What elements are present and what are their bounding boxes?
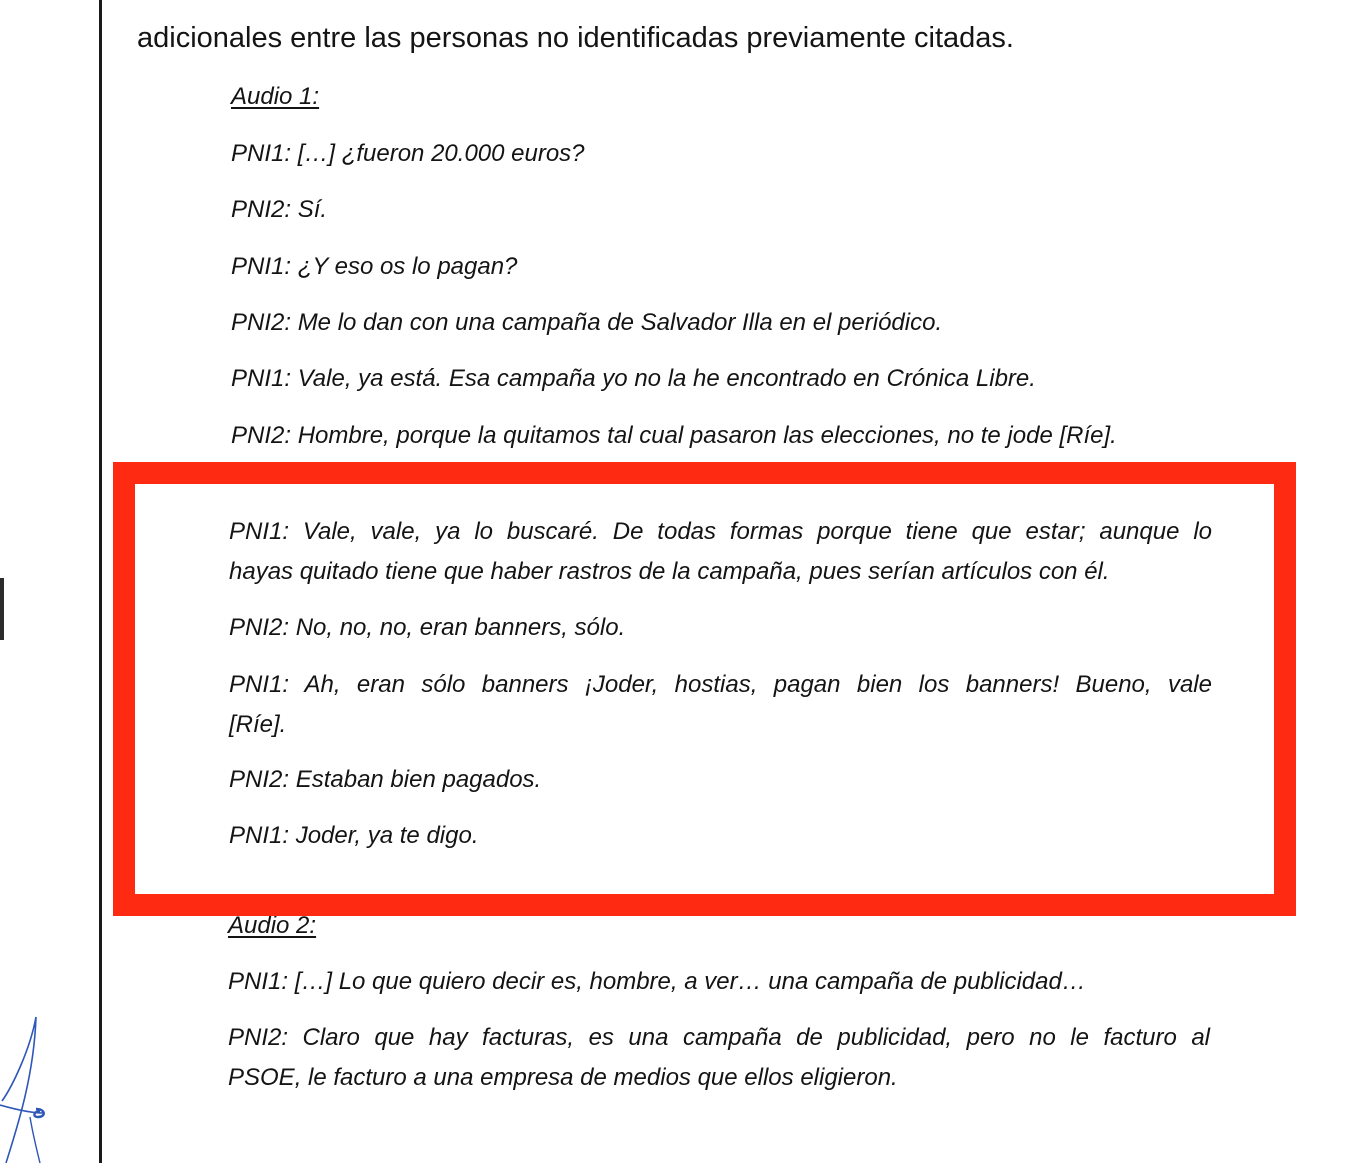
transcript-line: PNI2: Hombre, porque la quitamos tal cual pasaron las elecciones, no te jode [Ríe].	[231, 422, 1117, 449]
highlighted-transcript-line: PNI1: Joder, ya te digo.	[229, 822, 479, 849]
highlighted-transcript-line: hayas quitado tiene que haber rastros de la campaña, pues serían artículos con él.	[229, 558, 1110, 585]
audio-1-heading: Audio 1:	[231, 83, 320, 110]
signature-scribble	[0, 1005, 60, 1163]
highlighted-transcript-line: PNI2: Estaban bien pagados.	[229, 766, 542, 793]
highlighted-transcript-line: PNI1: Vale, vale, ya lo buscaré. De todas formas porque tiene que estar; aunque lo	[229, 518, 1212, 545]
highlighted-transcript-line: PNI1: Ah, eran sólo banners ¡Joder, hostias, pagan bien los banners! Bueno, vale	[229, 671, 1212, 698]
transcript-line: PNI2: Me lo dan con una campaña de Salvador Illa en el periódico.	[231, 309, 943, 336]
intro-paragraph-line: adicionales entre las personas no identificadas previamente citadas.	[137, 22, 1014, 54]
transcript-line: PNI1: ¿Y eso os lo pagan?	[231, 253, 518, 280]
transcript-line: PNI2: Sí.	[231, 196, 328, 223]
transcript-line: PSOE, le facturo a una empresa de medios que ellos eligieron.	[228, 1064, 898, 1091]
transcript-line: PNI1: […] ¿fueron 20.000 euros?	[231, 140, 585, 167]
margin-rule	[99, 0, 102, 1163]
transcript-line: PNI2: Claro que hay facturas, es una campaña de publicidad, pero no le facturo al	[228, 1024, 1210, 1051]
audio-2-heading: Audio 2:	[228, 912, 317, 939]
scan-edge-mark	[0, 578, 4, 640]
transcript-line: PNI1: […] Lo que quiero decir es, hombre, a ver… una campaña de publicidad…	[228, 968, 1086, 995]
highlighted-transcript-line: [Ríe].	[229, 711, 287, 738]
transcript-line: PNI1: Vale, ya está. Esa campaña yo no la he encontrado en Crónica Libre.	[231, 365, 1036, 392]
highlighted-transcript-line: PNI2: No, no, no, eran banners, sólo.	[229, 614, 626, 641]
